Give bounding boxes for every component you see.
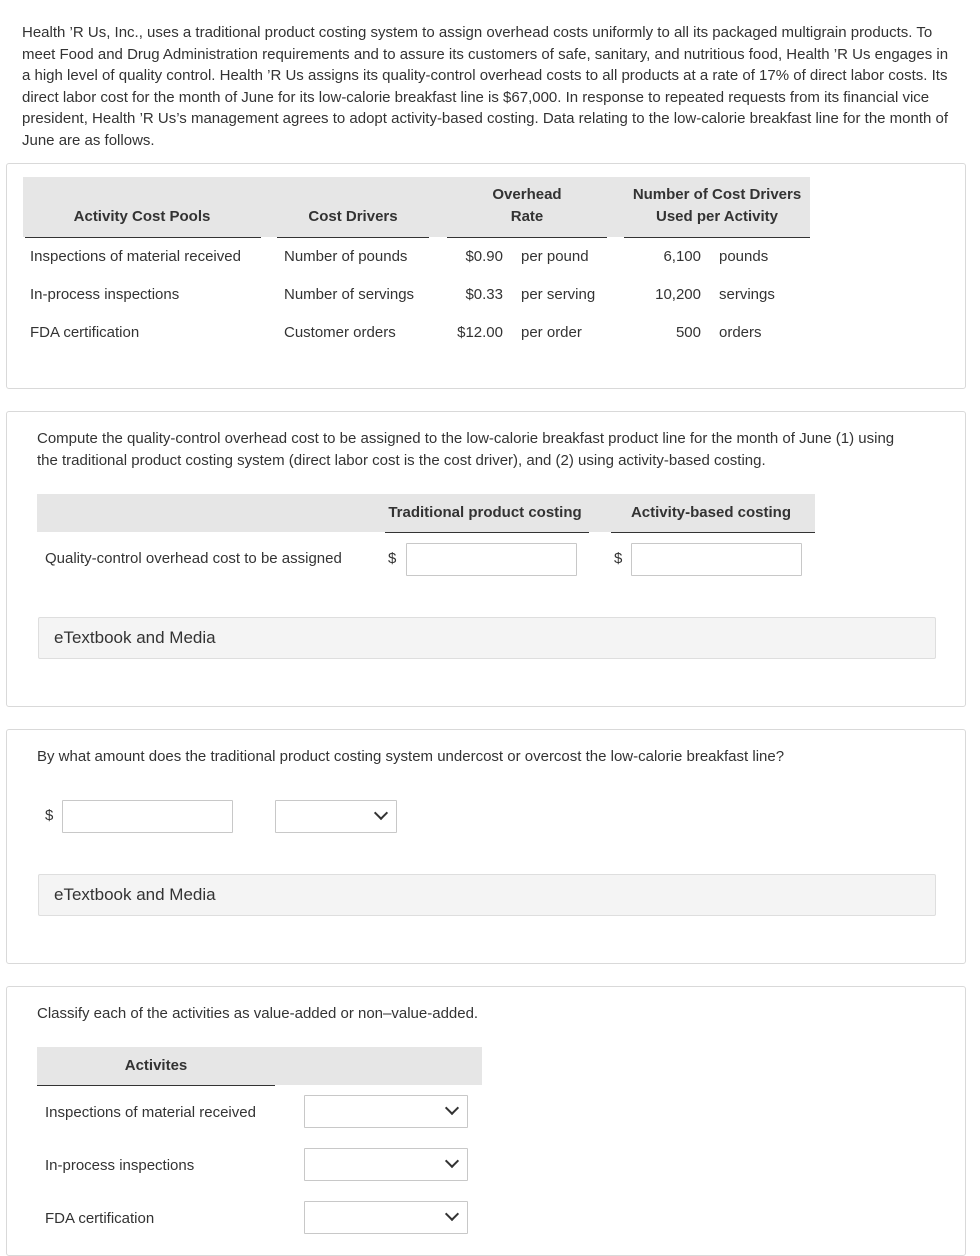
problem-intro: Health ’R Us, Inc., uses a traditional product costing system to assign overhead costs uniformly to all its packaged multigrain products. To meet Food and Drug Administration requirements and to assure its customers of safe, sanitary, and nutritious food, Health ’R Us engages in a high level of quality control. Health ’R Us assigns its quality-control overhead costs to all products at a rate of 17% of direct labor costs. Its direct labor cost for the month of June for its low-calorie breakfast line is $67,000. In response to repeated requests from its financial vice president, Health ’R Us’s management agrees to adopt activity-based costing. Data relating to the low-calorie breakfast line for the month of June are as follows. bbox=[22, 24, 949, 149]
q3-row1-label: Inspections of material received bbox=[45, 1104, 256, 1121]
question1-panel bbox=[6, 411, 966, 707]
row1-count: 6,100 bbox=[663, 248, 701, 265]
header-activity-based-costing: Activity-based costing bbox=[630, 504, 792, 521]
row1-driver: Number of pounds bbox=[284, 248, 408, 265]
q1-currency-traditional: $ bbox=[388, 550, 397, 567]
etextbook-media-label: eTextbook and Media bbox=[54, 628, 216, 647]
chevron-down-icon bbox=[445, 1154, 459, 1168]
row2-count: 10,200 bbox=[655, 286, 701, 303]
q1-currency-abc: $ bbox=[614, 550, 623, 567]
q3-row2-label: In-process inspections bbox=[45, 1157, 195, 1174]
row1-rate-unit: per pound bbox=[521, 248, 589, 265]
header-drivers-used-line1: Number of Cost Drivers bbox=[632, 186, 802, 203]
header-overhead-rate-line2: Rate bbox=[510, 208, 544, 225]
question3-prompt: Classify each of the activities as value-added or non–value-added. bbox=[37, 1005, 479, 1022]
chevron-down-icon bbox=[445, 1101, 459, 1115]
q3-row3-label: FDA certification bbox=[45, 1210, 155, 1227]
activity-based-costing-input[interactable] bbox=[631, 543, 802, 576]
classify-fda-select[interactable] bbox=[304, 1201, 468, 1234]
traditional-costing-input[interactable] bbox=[406, 543, 577, 576]
q2-currency: $ bbox=[45, 807, 54, 824]
header-underline-rate bbox=[447, 237, 607, 238]
row2-driver: Number of servings bbox=[284, 286, 415, 303]
row3-count-unit: orders bbox=[719, 324, 762, 341]
question1-prompt: Compute the quality-control overhead cost to be assigned to the low-calorie breakfast product line for the month of June (1) using the traditional product costing system (direct labor cost is the cost driver), and (2) using activity-based costing. bbox=[37, 430, 895, 469]
classify-inspections-select[interactable] bbox=[304, 1095, 468, 1128]
q1-underline-abc bbox=[611, 532, 815, 533]
row2-pool: In-process inspections bbox=[30, 286, 180, 303]
row2-rate-unit: per serving bbox=[521, 286, 596, 303]
q1-underline-traditional bbox=[385, 532, 589, 533]
q1-row-label: Quality-control overhead cost to be assigned bbox=[45, 550, 342, 567]
row2-count-unit: servings bbox=[719, 286, 775, 303]
header-cost-drivers: Cost Drivers bbox=[308, 208, 398, 225]
chevron-down-icon bbox=[445, 1207, 459, 1221]
row3-count: 500 bbox=[675, 324, 701, 341]
header-overhead-rate-line1: Overhead bbox=[492, 186, 562, 203]
row3-driver: Customer orders bbox=[284, 324, 396, 341]
row1-pool: Inspections of material received bbox=[30, 248, 241, 265]
row2-rate: $0.33 bbox=[465, 286, 503, 303]
header-drivers-used-line2: Used per Activity bbox=[656, 208, 778, 225]
undercost-amount-input[interactable] bbox=[62, 800, 233, 833]
etextbook-media-label-2: eTextbook and Media bbox=[54, 885, 216, 904]
header-activities: Activites bbox=[124, 1057, 188, 1074]
header-underline-drivers bbox=[277, 237, 429, 238]
question3-panel bbox=[6, 986, 966, 1256]
etextbook-media-link-2[interactable] bbox=[38, 874, 936, 916]
question2-panel bbox=[6, 729, 966, 964]
row3-rate-unit: per order bbox=[521, 324, 582, 341]
row3-pool: FDA certification bbox=[30, 324, 140, 341]
header-underline-pools bbox=[25, 237, 261, 238]
row1-rate: $0.90 bbox=[465, 248, 503, 265]
row3-rate: $12.00 bbox=[457, 324, 503, 341]
chevron-down-icon bbox=[374, 806, 388, 820]
question2-prompt: By what amount does the traditional product costing system undercost or overcost the low-calorie breakfast line? bbox=[37, 748, 785, 765]
q3-underline-activities bbox=[37, 1085, 275, 1086]
undercost-overcost-select[interactable] bbox=[275, 800, 397, 833]
row1-count-unit: pounds bbox=[719, 248, 769, 265]
header-activity-cost-pools: Activity Cost Pools bbox=[73, 208, 211, 225]
classify-in-process-select[interactable] bbox=[304, 1148, 468, 1181]
etextbook-media-link[interactable] bbox=[38, 617, 936, 659]
header-traditional-costing: Traditional product costing bbox=[388, 504, 582, 521]
header-underline-used bbox=[624, 237, 810, 238]
data-table-panel bbox=[6, 163, 966, 389]
